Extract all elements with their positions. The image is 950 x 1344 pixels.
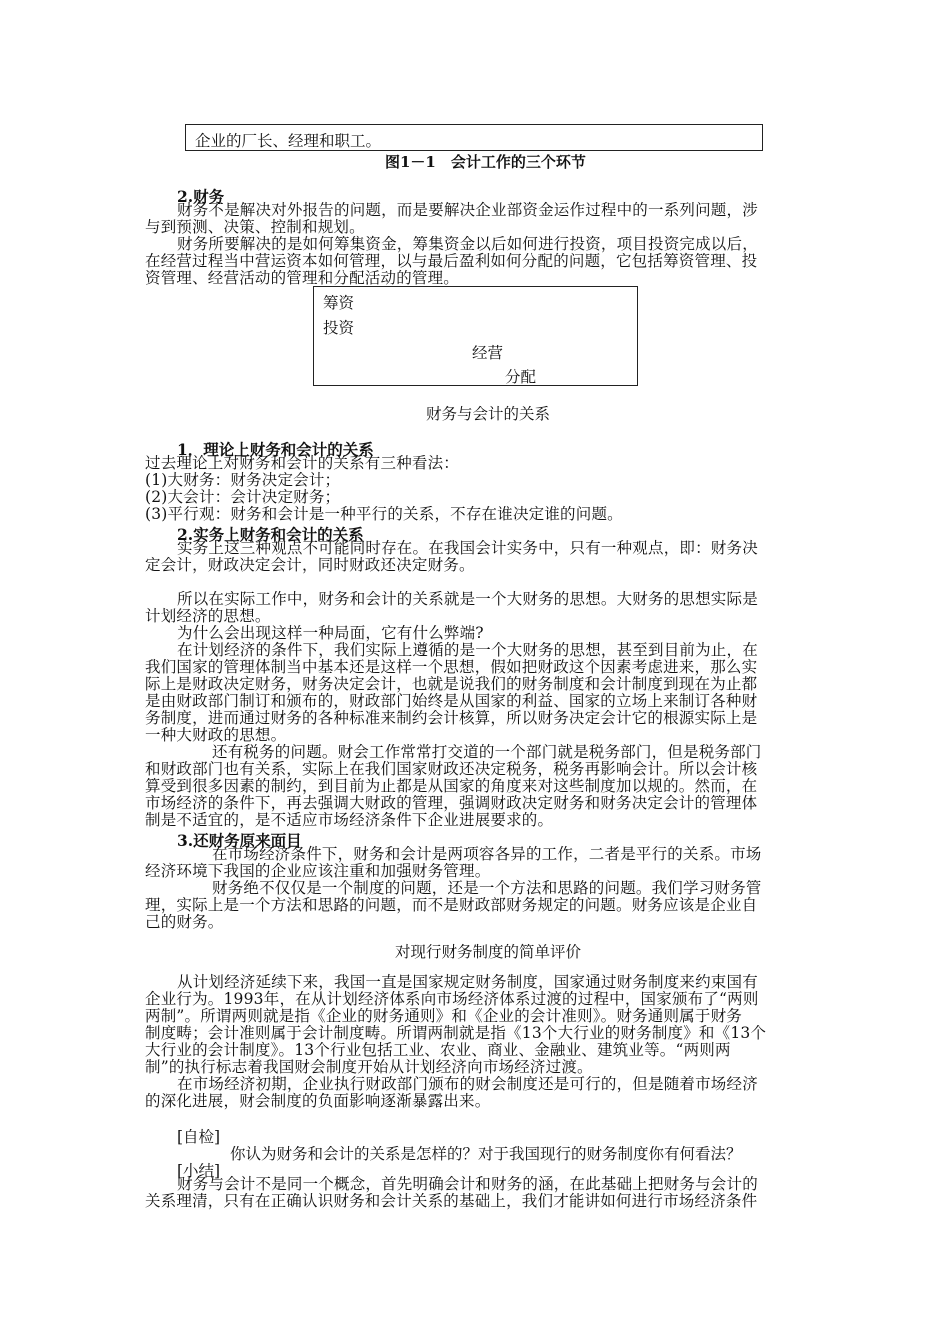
paragraph-line: 在市场经济条件下，财务和会计是两项容各异的工作，二者是平行的关系。市场 xyxy=(212,845,762,863)
restore-heading: 3.还财务原来面目 xyxy=(177,831,302,850)
theory-heading: 1．理论上财务和会计的关系 xyxy=(177,440,374,459)
paragraph-line: 制”的执行标志着我国财会制度开始从计划经济向市场经济过渡。 xyxy=(145,1058,593,1076)
paragraph-line: 是由财政部门制订和颁布的，财政部门始终是从国家的利益、国家的立场上来制订各种财 xyxy=(145,692,758,710)
paragraph-line: 一种大财政的思想。 xyxy=(145,726,287,744)
paragraph-line: 市场经济的条件下，再去强调大财政的管理，强调财政决定财务和财务决定会计的管理体 xyxy=(145,794,758,812)
paragraph-line: 定会计，财政决定会计，同时财政还决定财务。 xyxy=(145,556,475,574)
paragraph-line: 企业行为。1993年，在从计划经济体系向市场经济体系过渡的过程中，国家颁布了“两则 xyxy=(145,990,759,1008)
practice-heading: 2.实务上财务和会计的关系 xyxy=(177,525,364,544)
paragraph-line: 财务不是解决对外报告的问题，而是要解决企业部资金运作过程中的一系列问题，涉 xyxy=(177,201,758,219)
self-check-question: 你认为财务和会计的关系是怎样的？对于我国现行的财务制度你有何看法？ xyxy=(230,1145,742,1163)
paragraph-line: 务制度，进而通过财务的各种标准来制约会计核算，所以财务决定会计它的根源实际上是 xyxy=(145,709,758,727)
paragraph-line: 资管理、经营活动的管理和分配活动的管理。 xyxy=(145,269,460,287)
paragraph-line: 所以在实际工作中，财务和会计的关系就是一个大财务的思想。大财务的思想实际是 xyxy=(177,590,758,608)
top-box-text: 企业的厂长、经理和职工。 xyxy=(195,132,382,150)
figure-caption: 图1－1 会计工作的三个环节 xyxy=(385,153,586,171)
paragraph-line: 己的财务。 xyxy=(145,913,224,931)
paragraph-line: 大行业的会计制度》。13个行业包括工业、农业、商业、金融业、建筑业等。“两则两 xyxy=(145,1041,731,1059)
paragraph-line: 财务与会计不是同一个概念，首先明确会计和财务的涵，在此基础上把财务与会计的 xyxy=(177,1175,758,1193)
paragraph-line: 算受到很多因素的制约，到目前为止都是从国家的角度来对这些制度加以规的。然而，在 xyxy=(145,777,758,795)
paragraph-line: 在经营过程当中营运资本如何管理，以与最后盈利如何分配的问题，它包括筹资管理、投 xyxy=(145,252,758,270)
summary-label: [小结] xyxy=(177,1162,221,1180)
section-heading-finance: 2.财务 xyxy=(177,187,225,206)
paragraph-line: 还有税务的问题。财会工作常常打交道的一个部门就是税务部门，但是税务部门 xyxy=(212,743,762,761)
paragraph-line: 经济环境下我国的企业应该注重和加强财务管理。 xyxy=(145,862,491,880)
relation-section-title: 财务与会计的关系 xyxy=(426,405,551,423)
paragraph-line: 与到预测、决策、控制和规划。 xyxy=(145,218,365,236)
self-check-label: [自检] xyxy=(177,1128,221,1146)
paragraph-line: 从计划经济延续下来，我国一直是国家规定财务制度，国家通过财务制度来约束国有 xyxy=(177,973,758,991)
diagram-item-operating: 经营 xyxy=(472,344,504,362)
paragraph-line: 两制”。所谓两则就是指《企业的财务通则》和《企业的会计准则》。财务通则属于财务 xyxy=(145,1007,742,1025)
theory-intro: 过去理论上对财务和会计的关系有三种看法： xyxy=(145,454,460,472)
diagram-item-financing: 筹资 xyxy=(323,294,355,312)
paragraph-line: 财务绝不仅仅是一个制度的问题，还是一个方法和思路的问题。我们学习财务管 xyxy=(212,879,762,897)
paragraph-line: 实务上这三种观点不可能同时存在。在我国会计实务中，只有一种观点，即：财务决 xyxy=(177,539,758,557)
paragraph-line: 在市场经济初期，企业执行财政部门颁布的财会制度还是可行的，但是随着市场经济 xyxy=(177,1075,758,1093)
paragraph-line: 财务所要解决的是如何筹集资金，筹集资金以后如何进行投资，项目投资完成以后， xyxy=(177,235,758,253)
paragraph-line: 制是不适宜的，是不适应市场经济条件下企业进展要求的。 xyxy=(145,811,554,829)
evaluation-title: 对现行财务制度的简单评价 xyxy=(395,943,582,961)
diagram-item-investing: 投资 xyxy=(323,319,355,337)
finance-diagram-box xyxy=(313,286,638,386)
paragraph-line: 计划经济的思想。 xyxy=(145,607,271,625)
view-item: (2)大会计：会计决定财务； xyxy=(145,488,341,506)
diagram-item-distribution: 分配 xyxy=(505,368,537,386)
paragraph-line: 的深化进展，财会制度的负面影响逐渐暴露出来。 xyxy=(145,1092,491,1110)
paragraph-line: 和财政部门也有关系，实际上在我们国家财政还决定税务，税务再影响会计。所以会计核 xyxy=(145,760,758,778)
view-item: (3)平行观：财务和会计是一种平行的关系，不存在谁决定谁的问题。 xyxy=(145,505,623,523)
view-item: (1)大财务：财务决定会计； xyxy=(145,471,341,489)
paragraph-line: 为什么会出现这样一种局面，它有什么弊端? xyxy=(177,624,484,642)
paragraph-line: 际上是财政决定财务，财务决定会计，也就是说我们的财务制度和会计制度到现在为止都 xyxy=(145,675,758,693)
paragraph-line: 关系理清，只有在正确认识财务和会计关系的基础上，我们才能讲如何进行市场经济条件 xyxy=(145,1192,758,1210)
top-text-box xyxy=(185,124,763,151)
paragraph-line: 理，实际上是一个方法和思路的问题，而不是财政部财务规定的问题。财务应该是企业自 xyxy=(145,896,758,914)
paragraph-line: 我们国家的管理体制当中基本还是这样一个思想，假如把财政这个因素考虑进来，那么实 xyxy=(145,658,758,676)
paragraph-line: 在计划经济的条件下，我们实际上遵循的是一个大财务的思想，甚至到目前为止，在 xyxy=(177,641,758,659)
paragraph-line: 制度畴；会计准则属于会计制度畴。所谓两制就是指《13个大行业的财务制度》和《13个 xyxy=(145,1024,767,1042)
